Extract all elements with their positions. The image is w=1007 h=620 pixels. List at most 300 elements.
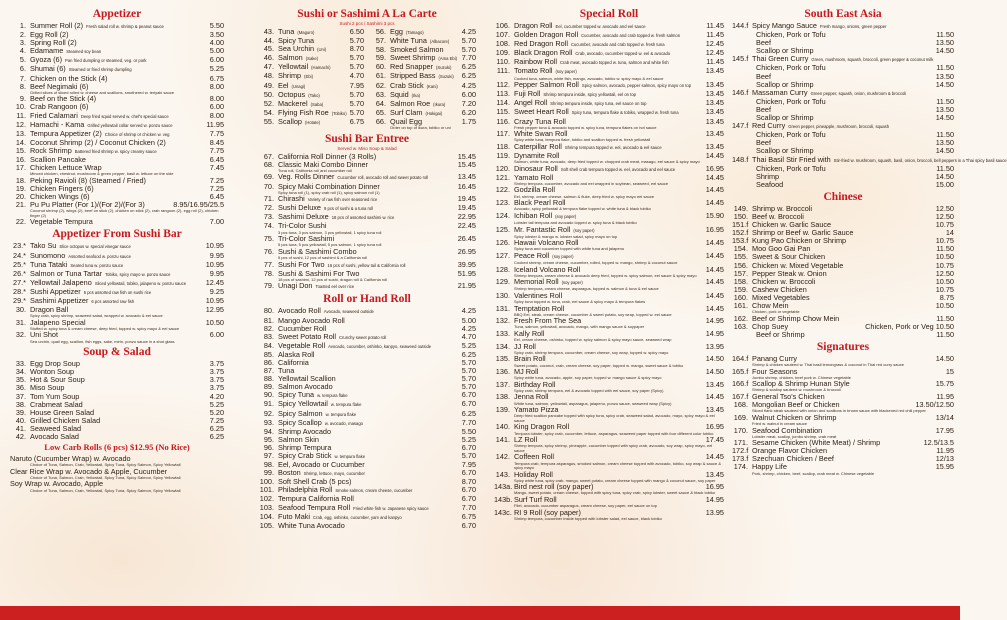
item-name: Scallop	[278, 116, 302, 126]
item-name: Happy Life	[752, 462, 787, 472]
menu-item	[494, 509, 724, 517]
item-inline-description: (soy paper)	[555, 213, 577, 219]
item-price: 11.50	[936, 244, 954, 254]
item-number: 11.	[16, 110, 26, 120]
item-number: 25.*	[13, 259, 26, 269]
menu-item	[494, 239, 724, 247]
item-name: Sushi For Two	[278, 259, 325, 269]
item-number: 74.	[263, 221, 274, 231]
item-name: Mango Avocado Roll	[278, 315, 345, 325]
item-inline-description: Crunchy sweet potato roll	[339, 334, 387, 340]
item-name: Yellowtail Jalapeno	[30, 277, 92, 287]
item-price: 39.95	[457, 259, 476, 269]
item-name: Ichiban Roll	[514, 210, 553, 220]
item-number: 165.f	[732, 366, 749, 376]
item-price: 8.70	[349, 44, 364, 54]
item-inline-description: (Unagi)	[291, 83, 306, 89]
item-name: White Tuna Avocado	[278, 520, 345, 530]
item-price: 5.00	[461, 315, 476, 325]
item-number: 26.*	[13, 268, 26, 278]
item-price: 8.45	[209, 137, 224, 147]
item-name: Tempura California Roll	[278, 494, 354, 504]
item-inline-description: (Ikura)	[433, 101, 446, 107]
menu-item	[494, 226, 724, 235]
option-name: Scallop or Shrimp	[756, 146, 814, 156]
item-name: Philadelphia Roll	[278, 485, 333, 495]
item-inline-description: Shrimp tempura inside, spicy tuna, eel sauce on top	[550, 101, 647, 107]
item-inline-description: Smoke salmon, cream cheese, cucumber	[335, 488, 413, 494]
item-number: 20.	[15, 191, 26, 201]
item-name: General Tso's Chicken	[752, 392, 825, 402]
item-inline-description: (soy paper)	[555, 69, 577, 75]
item-price: 13.45	[705, 80, 724, 90]
item-price: 6.45	[209, 191, 224, 201]
item-number: 19.	[15, 183, 26, 193]
item-price: 6.75	[209, 73, 224, 83]
menu-option	[756, 165, 954, 173]
item-price: 5.25	[461, 434, 476, 444]
item-price: 1.75	[461, 116, 476, 126]
item-price: 4.00	[209, 38, 224, 48]
menu-item	[494, 199, 724, 207]
item-number: 4.	[19, 46, 26, 56]
item-price: 12.45	[705, 48, 724, 58]
item-name: LZ Roll	[514, 435, 538, 445]
column-4	[732, 6, 1007, 476]
item-price: 7.75	[209, 128, 224, 138]
item-number: 117.	[496, 129, 510, 139]
item-price: 6.70	[461, 485, 476, 495]
item-inline-description: (Maguro)	[297, 30, 315, 35]
item-price: 6.25	[461, 349, 476, 359]
item-price: 13.45	[705, 379, 724, 389]
item-description: Spicy tuna topped w. tuna, crab, eel sauce & spicy mayo & tempura flakes	[514, 299, 646, 305]
menu-item	[10, 433, 224, 441]
item-name: Pepper Salmon Roll	[514, 80, 579, 90]
item-name: Chop Suey	[752, 321, 789, 331]
menu-item	[10, 218, 224, 226]
item-name: Spicy Crab Stick	[278, 451, 332, 460]
item-number: 32.	[15, 330, 26, 340]
item-inline-description: Green, mushroom, squash, broccoli, green pepper & coconut milk	[811, 57, 934, 63]
item-name: Spicy Yellowtail	[278, 399, 328, 409]
item-description: Minced chicken, chestnut, mushroom & green pepper, basil w. lettuce on the side	[30, 171, 174, 177]
option-name: Chicken, Pork or Tofu	[756, 163, 826, 173]
item-number: 44.	[263, 36, 274, 46]
item-number: 155.	[733, 252, 748, 262]
item-inline-description: (Hamachi)	[311, 65, 331, 71]
item-price: 11.95	[936, 392, 954, 402]
item-number: 92.	[263, 408, 274, 418]
item-description: BBQ Eel, steak, cream cheese, cucumber & sweet potato, soy wrap, topped w. eel sauce	[514, 311, 672, 317]
item-price: 6.00	[461, 89, 476, 99]
item-name: Boston	[278, 468, 301, 478]
item-name: Jenna Roll	[514, 392, 549, 402]
item-number: 136.	[495, 367, 510, 377]
item-name: Chicken w. Garlic Sauce	[752, 220, 832, 230]
item-name: MJ Roll	[514, 367, 539, 377]
item-name: Temptation Roll	[514, 303, 565, 313]
item-price: 7.20	[461, 98, 476, 108]
southeast-list	[732, 21, 1007, 189]
soup-list	[10, 360, 224, 441]
item-name: Veg. Rolls Dinner	[278, 172, 335, 182]
item-description: Spicy lobster & mango w. lobster salad, spicy mayo on top	[514, 233, 618, 239]
item-price: 3.75	[209, 375, 224, 385]
item-name: Beef w. Broccoli	[752, 211, 804, 221]
item-inline-description: Choice of shrimp or chicken w. veg	[104, 131, 170, 137]
item-inline-description: Fresh mango, onions, green pepper	[819, 24, 887, 29]
item-number: 14.	[15, 137, 26, 147]
item-name: Sushi & Sashimi Combo	[278, 246, 357, 256]
item-inline-description: Green pepper, squash, onion, mushroom & broccoli	[810, 90, 907, 96]
item-number: 138.	[495, 392, 510, 402]
item-price: 6.70	[461, 520, 476, 530]
item-name: Mackerel	[278, 98, 308, 108]
item-name: Gyoza (6)	[30, 55, 63, 65]
item-price: 5.70	[461, 451, 476, 460]
item-price: 5.70	[349, 53, 364, 63]
item-name: Salmon Skin	[278, 434, 319, 444]
item-name: Sweet Shrimp	[390, 53, 436, 63]
menu-item	[732, 414, 954, 422]
item-price: 6.25	[461, 62, 476, 72]
item-inline-description: Stir-fried w. mushroom, squash, basil, onion, broccoli, bell peppers in a Thai spicy basil sauce	[833, 157, 1007, 163]
item-number: 114.	[496, 98, 510, 108]
item-number: 63.	[375, 89, 386, 99]
menu-item	[494, 406, 724, 414]
option-price: 11.50	[936, 30, 954, 40]
item-number: 126.	[495, 238, 510, 248]
item-price: 5.70	[461, 374, 476, 384]
item-price: 13.45	[705, 116, 724, 126]
menu-option	[756, 131, 954, 139]
item-number: 151.f	[732, 220, 749, 230]
menu-item	[10, 319, 224, 327]
item-price: 14.50	[935, 353, 954, 363]
item-description: Order on top of ikura, tobiko or uni	[390, 125, 451, 131]
item-price: 7.70	[461, 53, 476, 63]
item-name: Egg Drop Soup	[30, 359, 80, 369]
item-name: Spicy Salmon	[278, 408, 323, 418]
item-price: 4.25	[461, 323, 476, 333]
menu-item	[494, 212, 724, 221]
item-name: Surf Turf Roll	[514, 495, 557, 505]
item-inline-description: (Tamago)	[405, 30, 424, 35]
item-price: 12.50	[935, 203, 954, 213]
item-number: 124.	[495, 210, 510, 220]
item-name: Sweet Heart Roll	[514, 107, 569, 117]
item-price: 11.45	[706, 30, 724, 40]
menu-item	[494, 67, 724, 76]
item-price: 10.95	[205, 241, 224, 251]
item-price: 13.45	[705, 405, 724, 415]
item-name: Tri-Color Sushi	[278, 221, 327, 231]
item-name: Sushi Appetizer	[30, 286, 81, 296]
item-name: Shrimp w. Broccoli	[752, 203, 813, 213]
item-price: 5.25	[209, 64, 224, 74]
item-description: Choice of Tuna, Salmon, Crab, Yellowtail, Spicy Tuna, Spicy Salmon, Spicy Yellowtail	[30, 487, 181, 493]
item-price: 6.25	[209, 423, 224, 433]
entree-note: Served w. Miso Soup & Salad	[337, 145, 397, 151]
item-number: 6.	[19, 64, 26, 74]
item-price: 14.95	[705, 316, 724, 326]
item-number: 73.	[263, 212, 274, 222]
item-name: Yamato Roll	[514, 172, 554, 182]
item-inline-description: Sliced yellowtail, tobiko, jalapeno w. ponzu sauce	[94, 280, 187, 286]
item-number: 127.	[495, 250, 510, 260]
item-price: 4.25	[461, 27, 476, 36]
item-inline-description: Seared tuna w. ponzu sauce	[70, 262, 124, 268]
item-number: 91.	[263, 399, 274, 409]
item-number: 2.	[19, 30, 26, 40]
item-number: 122.	[495, 185, 510, 195]
item-name: Caterpillar Roll	[514, 141, 562, 151]
alacarte-grid	[258, 28, 476, 131]
item-number: 104.	[259, 511, 274, 521]
item-name: Hot & Sour Soup	[30, 375, 85, 385]
item-number: 168.	[733, 400, 748, 410]
item-description: Eel, cream cheese, oshinko, topped w. spicy salmon & spicy mayo sauce, seaweed wrap	[514, 337, 672, 343]
item-number: 171.	[733, 438, 748, 448]
item-name: Seaweed Salad	[30, 423, 82, 433]
menu-option	[756, 181, 954, 189]
item-name: Spicy Tuna	[278, 36, 315, 46]
item-price: 8.75	[939, 292, 954, 302]
item-number: 170.	[733, 425, 748, 435]
item-price: 13.50/12.50	[915, 400, 954, 410]
item-inline-description: (Tako)	[308, 92, 320, 98]
item-name: Yamato Pizza	[514, 405, 559, 415]
section-title-lowcarb: Low Carb Rolls (6 pcs) $12.95 (No Rice)	[44, 442, 190, 453]
item-price: 5.70	[461, 36, 476, 46]
item-number: 143.	[495, 469, 510, 479]
item-number: 23.*	[13, 241, 26, 251]
item-name: Black Dragon Roll	[514, 48, 573, 58]
item-description: Sea urchin, quail egg, scallion, fish eggs, sake, mirin, ponzu sauce in a shot glass	[30, 338, 175, 344]
item-number: 43.	[263, 27, 274, 36]
item-number: 88.	[263, 374, 274, 384]
item-price: 7.25	[209, 415, 224, 425]
item-price: 6.75	[461, 511, 476, 521]
item-number: 66.	[375, 116, 386, 126]
section-title-entree: Sushi Bar Entree	[325, 132, 409, 145]
signatures-list	[732, 355, 954, 476]
item-name: Black Pearl Roll	[514, 198, 566, 208]
item-name: Vegetable Roll	[278, 340, 326, 350]
item-price: 10.50	[935, 276, 954, 286]
item-price: 13.45	[705, 129, 724, 139]
menu-item	[494, 252, 724, 261]
item-name: Fried Calamari	[30, 110, 78, 120]
item-number: 57.	[375, 36, 386, 46]
item-description: Mango, sweet potato, cream cheese, topped with spicy tuna, spicy crab, spicy lobster, sweet sauce & black tobiko	[514, 490, 716, 496]
item-name: Holiday Roll	[514, 469, 553, 479]
item-price: 6.00	[209, 102, 224, 112]
item-price: 6.70	[461, 442, 476, 452]
option-name: Chicken, Pork or Tofu	[756, 96, 826, 106]
option-name: Beef	[756, 38, 772, 48]
menu-item	[494, 496, 724, 504]
appetizer-list	[10, 22, 224, 226]
item-number: 30.	[15, 305, 26, 315]
item-price: 7.75	[209, 145, 224, 155]
item-price: 14.50	[705, 367, 724, 377]
item-price: 7.95	[349, 80, 364, 90]
item-price: 13.45	[705, 141, 724, 151]
item-price: 12.45	[705, 39, 724, 49]
menu-item	[370, 118, 476, 126]
item-name: Egg	[390, 27, 403, 36]
item-price: 12.5/13.5	[923, 438, 954, 448]
menu-item	[494, 471, 724, 479]
item-name: Hamachi - Kama	[30, 119, 85, 129]
column-3	[494, 6, 724, 521]
item-price: 15.90	[705, 210, 724, 220]
item-number: 17.	[15, 163, 26, 173]
item-number: 13.	[15, 128, 26, 138]
option-price: 11.50	[936, 130, 954, 140]
menu-item	[494, 483, 724, 491]
item-name: Salmon Roe	[390, 98, 431, 108]
item-price: 9.95	[209, 268, 224, 278]
item-inline-description: Grilled yellowtail collar served w. ponzu sauce	[87, 122, 173, 128]
item-price: 10.75	[935, 284, 954, 294]
option-name: Beef	[756, 104, 772, 114]
item-number: 36.	[15, 383, 26, 393]
item-name: Sashimi Deluxe	[278, 212, 329, 222]
item-name: Scallion Pancake	[30, 155, 86, 164]
item-description: Choice of Tuna, Salmon, Crab, Yellowtail, Spicy Tuna, Spicy Salmon, Spicy Yellowtail	[30, 462, 181, 468]
option-name: Seafood	[756, 179, 784, 189]
item-inline-description: Cucumber, avocado and crab topped w. fresh tuna	[570, 42, 665, 48]
item-name: RI 9 Roll (soy paper)	[514, 507, 581, 517]
item-inline-description: Crab, avocado, cucumber topped w. eel & avocado	[575, 51, 671, 57]
item-number: 131.	[495, 303, 510, 313]
item-price: 4.25	[461, 306, 476, 316]
special-list	[494, 22, 724, 521]
item-name: Coffeen Roll	[514, 452, 555, 462]
item-price: 7.45	[209, 163, 224, 173]
item-inline-description: Battered fried shrimp w. spicy creamy sauce	[74, 148, 157, 154]
item-description: White tuna, salmon, yellowtail, asparagus, jalapeno, ponzu sauce, seaweed wrap (Spicy)	[514, 400, 672, 406]
item-name: Octopus	[278, 89, 306, 99]
item-inline-description: Soft shell crab tempura topped w. eel, avocado and eel sauce	[560, 166, 676, 172]
menu-item	[258, 183, 476, 191]
item-price: 3.75	[209, 383, 224, 393]
item-number: 158.	[733, 276, 748, 286]
item-number: 97.	[263, 451, 274, 460]
item-name: Memorial Roll	[514, 277, 559, 287]
item-number: 21.	[15, 200, 26, 210]
item-description: Sweet potato, coconut, crab, cream cheese, soy paper, topped w. mango, sweet sauce & tobiko	[514, 362, 684, 368]
item-price: 5.20	[209, 407, 224, 417]
item-price: 5.70	[461, 366, 476, 376]
menu-option	[756, 64, 954, 72]
item-price: 13.95	[705, 341, 724, 351]
item-price: 8.00	[209, 81, 224, 91]
item-number: 95.	[263, 434, 274, 444]
item-description: 5 pcs tuna, 5 pcs yellowtail, 5 pcs salmon, 1 spicy tuna roll	[278, 242, 382, 248]
item-name: Sweet & Sour Chicken	[752, 252, 826, 262]
item-price: 14.95	[705, 329, 724, 339]
item-inline-description: Green pepper, pineapple, mushroom, broccoli, squash	[788, 124, 890, 130]
item-price: 15.95	[935, 462, 954, 472]
item-number: 77.	[263, 259, 274, 269]
item-description: Spicy white tuna, spicy crab, mango, sweet potato, cream cheese topped with mango & coconut sauce, soy paper	[514, 477, 716, 483]
item-description: Pork, shrimp, chicken, beef, scallop, crab meat w. Chinese vegetable	[752, 470, 875, 476]
item-name: Egg Roll (2)	[30, 30, 69, 40]
item-name: Beef or Shrimp Chow Mein	[752, 313, 840, 323]
item-name: Spicy Scallop	[278, 417, 322, 427]
item-name: Red Snapper	[390, 62, 434, 72]
item-price: 22.95	[457, 212, 476, 222]
item-description: Coconut shrimp (2), wings (2), beef on stick (2), chicken on stick (2), crab rangoon (2), egg roll (2), chicken finger (2)	[30, 208, 219, 218]
item-description: Fried w. walnut in cream sauce	[752, 420, 807, 426]
section-title-chinese: Chinese	[823, 190, 863, 203]
item-number: 76.	[263, 246, 274, 256]
item-inline-description: Spicy salmon, avocado, pepper salmon, spicy mayo on top	[581, 83, 692, 89]
item-price: 15.45	[457, 159, 476, 169]
item-number: 125.	[495, 224, 510, 234]
item-number: 15.	[15, 145, 26, 155]
item-name: Iceland Volcano Roll	[514, 264, 581, 274]
item-number: 9.	[19, 94, 26, 104]
item-description: Eel, shrimp, cream cheese, salmon & fluke, deep fried w. spicy mayo eel sauce	[514, 193, 655, 199]
item-description: Jumbo shrimp, chicken, beef pork w. Chinese vegetable	[752, 374, 851, 380]
item-price: 5.70	[349, 62, 364, 72]
option-price: 13.50	[935, 38, 954, 48]
item-number: 61.	[375, 71, 386, 81]
menu-item	[494, 292, 724, 300]
item-description: Spicy tuna roll (1), spicy crab roll (1), spicy salmon roll (1)	[278, 189, 380, 195]
item-number: 81.	[263, 315, 274, 325]
item-inline-description: Steamed or fried shrimp dumpling	[68, 67, 132, 73]
item-name: Angel Roll	[514, 98, 548, 108]
item-inline-description: Avocado, cucumber, oshinko, kanpyo, seaweed outside	[328, 343, 432, 349]
item-name: Spicy Mango Sauce	[752, 21, 817, 30]
item-price: 14.45	[705, 452, 724, 462]
item-price: 14.45	[705, 277, 724, 287]
item-number: 174.	[733, 462, 748, 472]
item-price: 5.70	[349, 36, 364, 46]
item-name: Chicken w. Mixed Vegetable	[752, 260, 844, 270]
menu-item	[494, 118, 724, 126]
item-price: 5.70	[461, 45, 476, 55]
item-price: 16.95	[705, 163, 724, 173]
item-name: Shrimp	[278, 71, 302, 81]
item-number: 102.	[259, 494, 274, 504]
item-name: Red Curry	[752, 121, 786, 131]
item-name: Shrimp or Beef w. Garlic Sauce	[752, 228, 854, 238]
item-number: 106.	[495, 21, 510, 30]
item-name: Spring Roll (2)	[30, 38, 77, 48]
item-number: 68.	[263, 159, 274, 169]
item-number: 99.	[263, 468, 274, 478]
item-number: 75.	[263, 234, 274, 244]
item-number: 172.f	[732, 446, 749, 456]
item-number: 162.	[733, 313, 748, 323]
item-number: 60.	[375, 62, 386, 72]
item-name: Tuna	[278, 366, 295, 376]
item-price: 8.70	[461, 477, 476, 487]
item-name: California	[278, 357, 309, 367]
item-name: Yellowtail	[278, 62, 309, 72]
alacarte-right	[370, 28, 476, 131]
item-description: Tuna, salmon, yellowtail, avocado, mango, with mango sauce & soypaper	[514, 324, 645, 330]
menu-item	[494, 174, 724, 182]
item-name: Shrimp Avocado	[278, 426, 332, 436]
